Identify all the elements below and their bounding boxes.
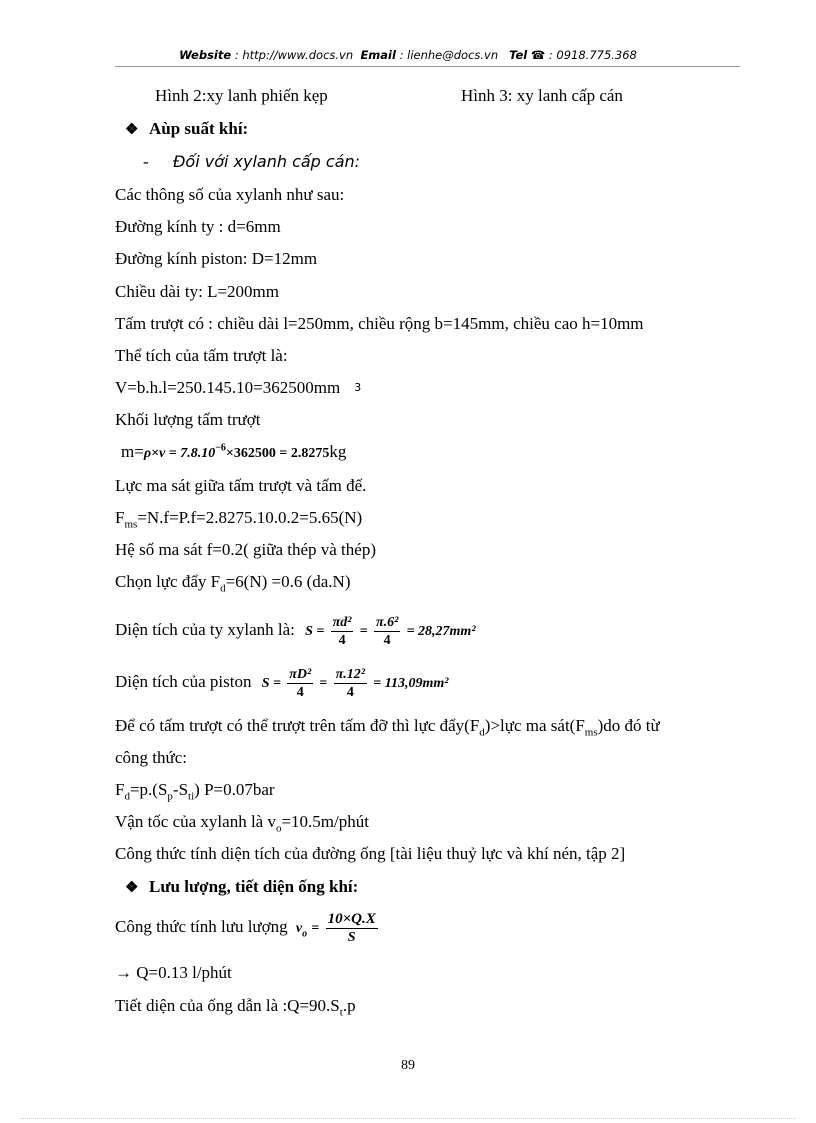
push-force-line: Chọn lực đẩy $F_d=6(N) =0.6$ (da.N): [115, 572, 351, 595]
text-line: công thức:: [115, 748, 188, 767]
page-header: [0, 48, 816, 62]
caption-figure-2: Hình 2:xy lanh phiến kẹp: [155, 86, 328, 105]
dash-bullet: -: [143, 152, 149, 171]
section-pressure: [125, 119, 248, 140]
text-line: Đường kính piston: D=12mm: [115, 249, 318, 268]
mass-formula: $m=\rho\times\nu = 7.8.10^{-6}\times 362500 = 2.8275kg$: [121, 442, 347, 461]
rod-area-formula: Diện tích của ty xylanh là: S = $\frac{\text{πd²}}{4}$ = $\frac{\text{π.6²}}{4}$ = 28,27mm²: [115, 614, 476, 648]
diamond-bullet-icon: ❖: [125, 880, 139, 896]
force-pressure-line: $F_d=p.(S_p-S_{ti})$ P=0.07bar: [115, 780, 275, 803]
header-divider: [115, 66, 740, 67]
text-line: Khối lượng tấm trượt: [115, 410, 261, 429]
piston-area-formula: Diện tích của piston S = $\frac{\text{πD²}}{4}$ = $\frac{\text{π.12²}}{4}$ = 113,09mm²: [115, 666, 449, 700]
condition-line: Để có tấm trượt có thể trượt trên tấm đỡ thì lực $đẩy(F_d)>lực$ ma $sát(F_{ms})do$ đó từ: [115, 716, 660, 739]
text-line: Tấm trượt có : chiều dài l=250mm, chiều rộng b=145mm, chiều cao h=10mm: [115, 314, 644, 333]
superscript: 3: [354, 381, 362, 394]
page-bottom-border: [20, 1118, 796, 1119]
fraction: $\frac{\text{π.12²}}{4}$: [335, 666, 365, 700]
section-title: Lưu lượng, tiết diện ống khí:: [149, 877, 359, 896]
text-line: Hệ số ma sát f=0.2( giữa thép và thép): [115, 540, 376, 559]
section-flow: [125, 877, 358, 898]
email-value: : lienhe@docs.vn: [399, 48, 499, 62]
text-line: Lực ma sát giữa tấm trượt và tấm đế.: [115, 476, 367, 495]
flow-result-line: → Q=0.13 l/phút: [115, 963, 232, 982]
tel-label: Tel: [509, 48, 528, 62]
fraction: $\frac{\text{πD²}}{4}$: [289, 666, 312, 700]
fraction: $\frac{\text{π.6²}}{4}$: [375, 614, 399, 648]
fraction: $\frac{10\times Q.X}{S}$: [327, 910, 376, 945]
text-line: Công thức tính diện tích của đường ống [tài liệu thuỷ lực và khí nén, tập 2]: [115, 844, 626, 863]
text-line: Chiều dài ty: L=200mm: [115, 282, 279, 301]
flow-formula: Công thức tính lưu lượng $v_o$ = $\frac{10\times Q.X}{S}$: [115, 910, 376, 945]
text-line: Đường kính ty : d=6mm: [115, 217, 281, 236]
website-label: Website: [179, 48, 232, 62]
section-title: Aùp suất khí:: [149, 119, 249, 138]
friction-force-line: $F_{ms}=N.f=P.f=2.8275.10.0.2=5.65(N)$: [115, 508, 363, 531]
website-value: : http://www.docs.vn: [234, 48, 354, 62]
velocity-line: Vận tốc của xylanh là $v_o=10.5m$/phút: [115, 812, 369, 835]
fraction: $\frac{\text{πd²}}{4}$: [332, 614, 352, 648]
subsection-cylinder: [143, 152, 360, 172]
tel-value: ☎ : 0918.775.368: [530, 48, 637, 62]
caption-figure-3: Hình 3: xy lanh cấp cán: [461, 86, 623, 105]
subsection-title: Đối với xylanh cấp cán:: [173, 152, 361, 171]
page-number: 89: [401, 1058, 415, 1073]
text-line: Thể tích của tấm trượt là:: [115, 346, 288, 365]
volume-line: V=b.h.l=250.145.10=362500mm $^3$: [115, 378, 362, 397]
email-label: Email: [360, 48, 396, 62]
cross-section-line: Tiết diện của ống dẫn là $:Q=90.S_t.p$: [115, 996, 356, 1019]
text-line: Các thông số của xylanh như sau:: [115, 185, 345, 204]
diamond-bullet-icon: ❖: [125, 122, 139, 138]
